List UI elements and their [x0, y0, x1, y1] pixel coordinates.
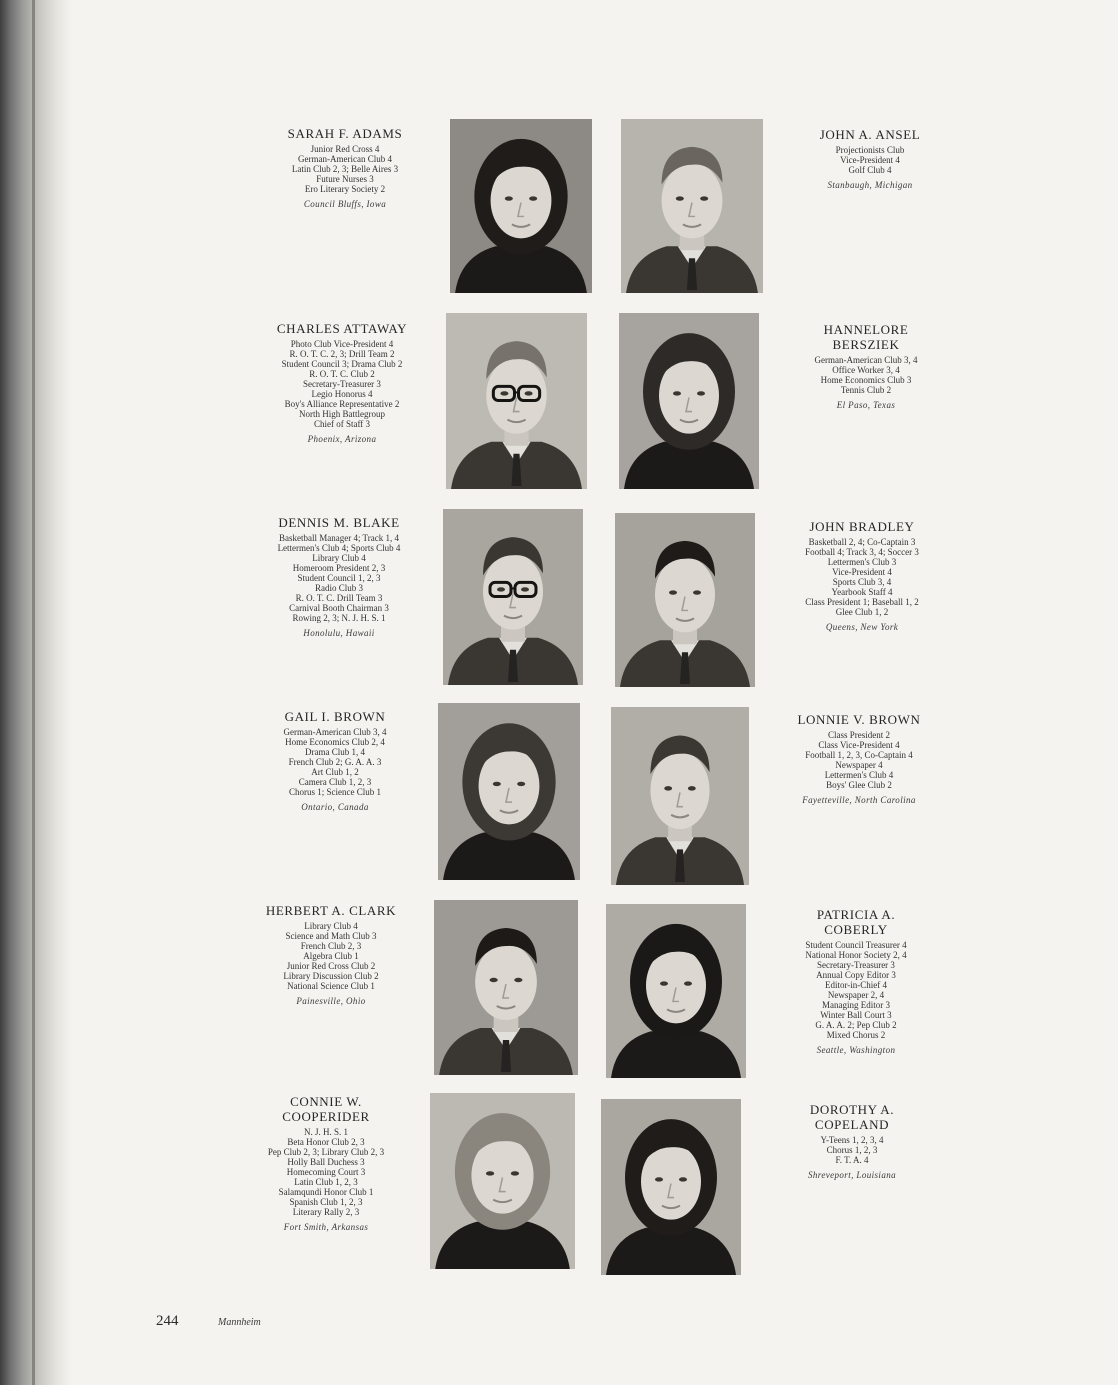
student-entry-bersziek — [761, 322, 971, 411]
activity-line: Holly Ball Duchess 3 — [287, 1157, 365, 1167]
activity-line: Home Economics Club 3 — [820, 375, 912, 385]
portrait-eye-left — [497, 587, 505, 591]
activities-list — [761, 355, 971, 395]
activity-line: Spanish Club 1, 2, 3 — [289, 1197, 363, 1207]
portrait-photo — [619, 313, 759, 489]
portrait-eye-left — [664, 786, 672, 790]
student-name: SARAH F. ADAMS — [287, 126, 403, 141]
portrait-photo — [601, 1099, 741, 1275]
activity-line: Class President 1; Baseball 1, 2 — [805, 597, 919, 607]
portrait-photo — [611, 707, 749, 885]
activity-line: Homeroom President 2, 3 — [292, 563, 386, 573]
activity-line: Y-Teens 1, 2, 3, 4 — [820, 1135, 884, 1145]
activity-line: Winter Ball Court 3 — [820, 1010, 892, 1020]
portrait-eye-right — [511, 1171, 519, 1175]
activity-line: Mixed Chorus 2 — [826, 1030, 886, 1040]
hometown: El Paso, Texas — [836, 400, 896, 410]
portrait-eye-left — [505, 196, 513, 200]
hometown: Honolulu, Hawaii — [303, 628, 375, 638]
student-name-line-2: COBERLY — [824, 922, 888, 937]
portrait-photo — [430, 1093, 575, 1269]
activity-line: Photo Club Vice-President 4 — [290, 339, 394, 349]
activity-line: Literary Rally 2, 3 — [292, 1207, 360, 1217]
activity-line: Library Club 4 — [304, 921, 358, 931]
student-entry-coberly — [751, 907, 961, 1056]
activity-line: Art Club 1, 2 — [311, 767, 359, 777]
activity-line: Class Vice-President 4 — [818, 740, 900, 750]
portrait-figure — [619, 313, 759, 489]
activity-line: F. T. A. 4 — [835, 1155, 869, 1165]
student-entry-ansel — [765, 127, 975, 191]
activities-list — [221, 1127, 431, 1217]
portrait-eye-right — [684, 981, 692, 985]
activity-line: Secretary-Treasurer 3 — [817, 960, 895, 970]
portrait-figure — [434, 900, 578, 1075]
portrait-photo — [615, 513, 755, 687]
student-name: LONNIE V. BROWN — [797, 712, 921, 727]
student-entry-adams — [240, 126, 450, 210]
activity-line: Future Nurses 3 — [316, 174, 374, 184]
activity-line: Golf Club 4 — [848, 165, 892, 175]
activity-line: Vice-President 4 — [840, 155, 900, 165]
portrait-eye-left — [493, 782, 501, 786]
portrait-figure — [443, 509, 583, 685]
activity-line: Homecoming Court 3 — [286, 1167, 366, 1177]
activity-line: Pep Club 2, 3; Library Club 2, 3 — [267, 1147, 385, 1157]
portrait-eye-right — [679, 1177, 687, 1181]
portrait-photo — [606, 904, 746, 1078]
portrait-eye-left — [486, 1171, 494, 1175]
hometown: Shreveport, Louisiana — [807, 1170, 897, 1180]
activity-line: Editor-in-Chief 4 — [824, 980, 888, 990]
activity-line: Chief of Staff 3 — [313, 419, 371, 429]
page-number: 244 — [156, 1313, 179, 1329]
portrait-eye-left — [655, 1177, 663, 1181]
portrait-eye-right — [700, 196, 708, 200]
hometown: Ontario, Canada — [301, 802, 369, 812]
portrait-eye-right — [688, 786, 696, 790]
activity-line: Newspaper 2, 4 — [827, 990, 885, 1000]
activity-line: Ero Literary Society 2 — [304, 184, 386, 194]
activity-line: Class President 2 — [828, 730, 890, 740]
portrait-eye-left — [676, 196, 684, 200]
portrait-photo — [443, 509, 583, 685]
student-name-line-1: PATRICIA A. — [816, 907, 896, 922]
activity-line: Beta Honor Club 2, 3 — [287, 1137, 365, 1147]
portrait-figure — [450, 119, 592, 293]
activity-line: Annual Copy Editor 3 — [816, 970, 896, 980]
portrait-eye-right — [521, 587, 529, 591]
student-name-line-2: BERSZIEK — [832, 337, 900, 352]
portrait-eye-right — [514, 978, 522, 982]
activities-list — [230, 727, 440, 797]
activity-line: Newspaper 4 — [835, 760, 883, 770]
activities-list — [234, 533, 444, 623]
portrait-eye-right — [517, 782, 525, 786]
activities-list — [754, 730, 964, 790]
student-name-line-2: COPELAND — [814, 1117, 890, 1132]
activity-line: Glee Club 1, 2 — [835, 607, 889, 617]
activity-line: Student Council 3; Drama Club 2 — [281, 359, 403, 369]
portrait-figure — [606, 904, 746, 1078]
activity-line: Football 1, 2, 3, Co-Captain 4 — [805, 750, 913, 760]
hometown: Council Bluffs, Iowa — [303, 199, 387, 209]
activity-line: Legio Honorus 4 — [311, 389, 373, 399]
portrait-photo — [438, 703, 580, 880]
activity-line: Projectionists Club — [835, 145, 905, 155]
activity-line: Salamqundi Honor Club 1 — [278, 1187, 374, 1197]
portrait-eye-left — [490, 978, 498, 982]
page-binding-edge — [0, 0, 72, 1385]
portrait-figure — [615, 513, 755, 687]
portrait-eye-left — [660, 981, 668, 985]
activity-line: French Club 2, 3 — [300, 941, 362, 951]
activity-line: Algebra Club 1 — [303, 951, 359, 961]
activity-line: Basketball 2, 4; Co-Captain 3 — [808, 537, 916, 547]
activity-line: Boys' Glee Club 2 — [826, 780, 892, 790]
activity-line: Drama Club 1, 4 — [305, 747, 365, 757]
activity-line: Carnival Booth Chairman 3 — [289, 603, 389, 613]
student-name: DENNIS M. BLAKE — [278, 515, 400, 530]
activity-line: Chorus 1; Science Club 1 — [289, 787, 381, 797]
activity-line: National Honor Society 2, 4 — [805, 950, 907, 960]
activity-line: National Science Club 1 — [287, 981, 375, 991]
portrait-figure — [611, 707, 749, 885]
activity-line: Library Discussion Club 2 — [283, 971, 379, 981]
student-entry-attaway — [237, 321, 447, 445]
portrait-photo — [450, 119, 592, 293]
book-title: Mannheim — [218, 1317, 261, 1328]
portrait-eye-right — [697, 391, 705, 395]
hometown: Painesville, Ohio — [296, 996, 366, 1006]
activity-line: Rowing 2, 3; N. J. H. S. 1 — [292, 613, 386, 623]
activity-line: G. A. A. 2; Pep Club 2 — [815, 1020, 897, 1030]
activity-line: Secretary-Treasurer 3 — [303, 379, 381, 389]
student-name-line-2: COOPERIDER — [282, 1109, 370, 1124]
student-entry-gail-brown — [230, 709, 440, 813]
portrait-eye-right — [529, 196, 537, 200]
activities-list — [226, 921, 436, 991]
activity-line: North High Battlegroup — [299, 409, 385, 419]
activity-line: Science and Math Club 3 — [285, 931, 377, 941]
student-entry-lonnie-brown — [754, 712, 964, 806]
student-name: CHARLES ATTAWAY — [276, 321, 408, 336]
portrait-eye-left — [500, 391, 508, 395]
activity-line: Tennis Club 2 — [840, 385, 892, 395]
portrait-eye-right — [525, 391, 533, 395]
portrait-figure — [438, 703, 580, 880]
activity-line: R. O. T. C. 2, 3; Drill Team 2 — [289, 349, 395, 359]
student-name-line-1: CONNIE W. — [290, 1094, 362, 1109]
activity-line: Library Club 4 — [312, 553, 366, 563]
student-entry-clark — [226, 903, 436, 1007]
portrait-figure — [430, 1093, 575, 1269]
portrait-figure — [446, 313, 587, 489]
activity-line: Lettermen's Club 3 — [827, 557, 897, 567]
activity-line: R. O. T. C. Drill Team 3 — [295, 593, 383, 603]
student-name: GAIL I. BROWN — [284, 709, 386, 724]
activity-line: Managing Editor 3 — [822, 1000, 890, 1010]
activity-line: Camera Club 1, 2, 3 — [298, 777, 372, 787]
activity-line: German-American Club 3, 4 — [283, 727, 387, 737]
activity-line: Latin Club 1, 2, 3 — [294, 1177, 358, 1187]
activity-line: Chorus 1, 2, 3 — [826, 1145, 878, 1155]
binding-shadow — [32, 0, 35, 1385]
portrait-eye-left — [673, 391, 681, 395]
activity-line: Sports Club 3, 4 — [832, 577, 892, 587]
activity-line: Boy's Alliance Representative 2 — [284, 399, 400, 409]
activity-line: Office Worker 3, 4 — [832, 365, 900, 375]
activity-line: Football 4; Track 3, 4; Soccer 3 — [805, 547, 919, 557]
hometown: Queens, New York — [825, 622, 899, 632]
hometown: Seattle, Washington — [816, 1045, 896, 1055]
activity-line: Radio Club 3 — [314, 583, 363, 593]
hometown: Stanbaugh, Michigan — [827, 180, 913, 190]
activities-list — [751, 940, 961, 1040]
activities-list — [237, 339, 447, 429]
portrait-photo — [434, 900, 578, 1075]
student-entry-blake — [234, 515, 444, 639]
portrait-eye-right — [693, 590, 701, 594]
activity-line: Lettermen's Club 4; Sports Club 4 — [277, 543, 401, 553]
activity-line: French Club 2; G. A. A. 3 — [288, 757, 382, 767]
portrait-eye-left — [669, 590, 677, 594]
portrait-photo — [446, 313, 587, 489]
activities-list — [757, 537, 967, 617]
activity-line: German-American Club 4 — [298, 154, 392, 164]
student-name: HERBERT A. CLARK — [265, 903, 397, 918]
activity-line: Student Council 1, 2, 3 — [297, 573, 381, 583]
activity-line: Latin Club 2, 3; Belle Aires 3 — [291, 164, 399, 174]
activity-line: Yearbook Staff 4 — [831, 587, 893, 597]
student-entry-copeland — [747, 1102, 957, 1181]
student-name: JOHN A. ANSEL — [819, 127, 921, 142]
activity-line: German-American Club 3, 4 — [814, 355, 918, 365]
student-name-line-1: HANNELORE — [823, 322, 909, 337]
student-name: JOHN BRADLEY — [809, 519, 915, 534]
hometown: Phoenix, Arizona — [307, 434, 377, 444]
activity-line: Junior Red Cross Club 2 — [286, 961, 376, 971]
student-entry-cooperider — [221, 1094, 431, 1233]
activity-line: N. J. H. S. 1 — [303, 1127, 348, 1137]
activity-line: Student Council Treasurer 4 — [805, 940, 907, 950]
portrait-photo — [621, 119, 763, 293]
activity-line: R. O. T. C. Club 2 — [309, 369, 375, 379]
student-entry-bradley — [757, 519, 967, 633]
activity-line: Basketball Manager 4; Track 1, 4 — [279, 533, 399, 543]
activities-list — [747, 1135, 957, 1165]
activity-line: Home Economics Club 2, 4 — [285, 737, 385, 747]
hometown: Fort Smith, Arkansas — [283, 1222, 369, 1232]
activity-line: Lettermen's Club 4 — [824, 770, 894, 780]
activities-list — [765, 145, 975, 175]
portrait-figure — [601, 1099, 741, 1275]
activities-list — [240, 144, 450, 194]
activity-line: Junior Red Cross 4 — [310, 144, 380, 154]
activity-line: Vice-President 4 — [832, 567, 892, 577]
student-name-line-1: DOROTHY A. — [809, 1102, 895, 1117]
hometown: Fayetteville, North Carolina — [802, 795, 916, 805]
portrait-figure — [621, 119, 763, 293]
